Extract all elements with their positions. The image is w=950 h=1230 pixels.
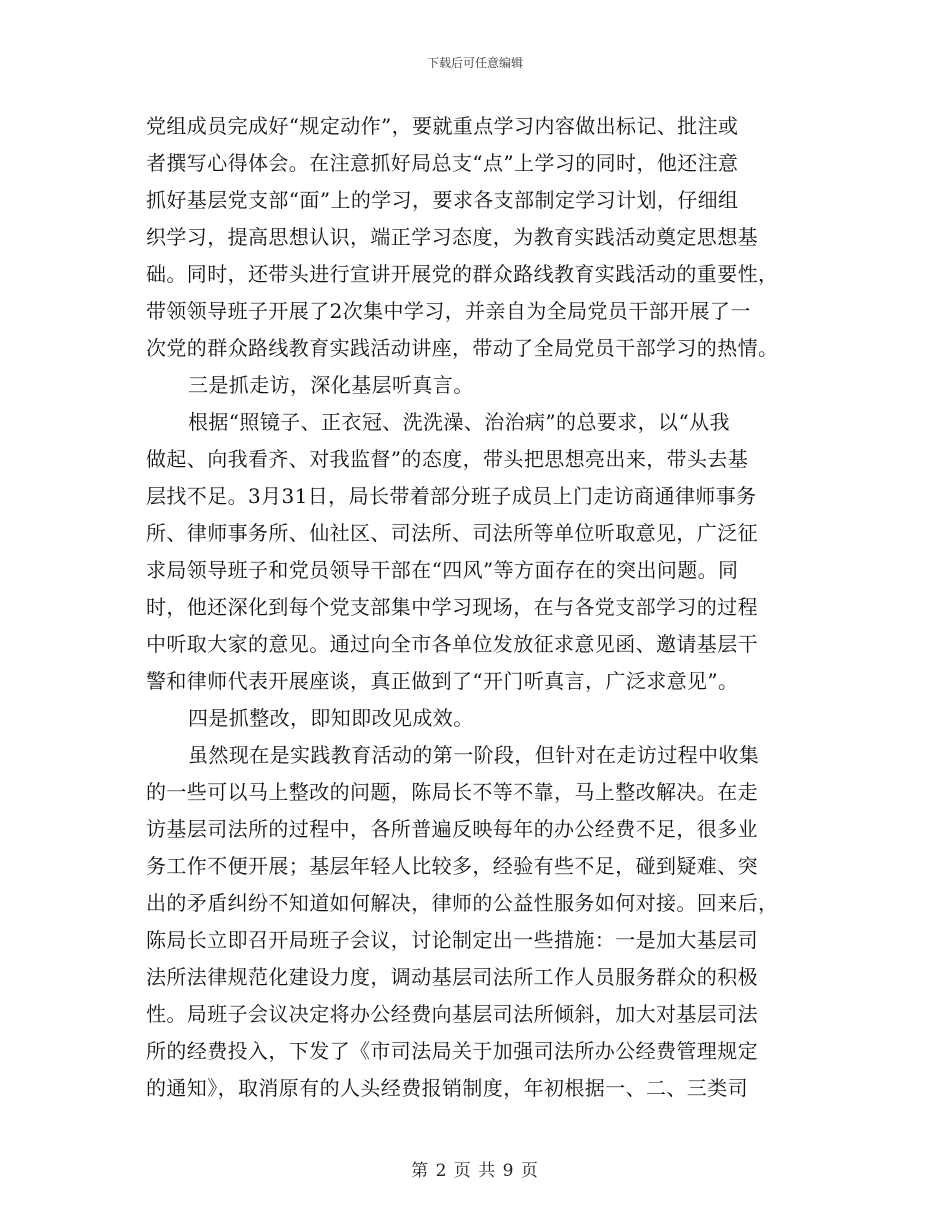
page-header: 下载后可任意编辑 — [426, 56, 523, 70]
text-line: 出的矛盾纠纷不知道如何解决，律师的公益性服务如何对接。回来后， — [146, 891, 779, 915]
text-line: 所、律师事务所、仙社区、司法所、司法所等单位听取意见，广泛征 — [146, 521, 758, 545]
text-line: 的一些可以马上整改的问题，陈局长不等不靠，马上整改解决。在走 — [146, 780, 758, 804]
text-line: 次党的群众路线教育实践活动讲座，带动了全局党员干部学习的热情。 — [146, 336, 779, 360]
text-line: 的通知》，取消原有的人头经费报销制度，年初根据一、二、三类司 — [146, 1076, 748, 1100]
text-line: 警和律师代表开展座谈，真正做到了“开门听真言，广泛求意见”。 — [146, 669, 739, 693]
text-line: 中听取大家的意见。通过向全市各单位发放征求意见函、邀请基层干 — [146, 632, 758, 656]
text-line: 性。局班子会议决定将办公经费向基层司法所倾斜，加大对基层司法 — [146, 1002, 758, 1026]
page-footer: 第 2 页 共 9 页 — [411, 1161, 539, 1181]
text-line: 做起、向我看齐、对我监督”的态度，带头把思想亮出来，带头去基 — [146, 447, 749, 471]
text-line: 带领领导班子开展了2次集中学习，并亲自为全局党员干部开展了一 — [146, 299, 751, 323]
text-line: 层找不足。3月31日，局长带着部分班子成员上门走访商通律师事务 — [146, 484, 757, 508]
text-line: 时，他还深化到每个党支部集中学习现场，在与各党支部学习的过程 — [146, 595, 758, 619]
text-line: 陈局长立即召开局班子会议，讨论制定出一些措施：一是加大基层司 — [146, 928, 758, 952]
text-line: 访基层司法所的过程中，各所普遍反映每年的办公经费不足，很多业 — [146, 817, 758, 841]
text-line: 织学习，提高思想认识，端正学习态度，为教育实践活动奠定思想基 — [146, 225, 758, 249]
text-line: 法所法律规范化建设力度，调动基层司法所工作人员服务群众的积极 — [146, 965, 758, 989]
text-line: 所的经费投入，下发了《市司法局关于加强司法所办公经费管理规定 — [146, 1039, 758, 1063]
text-line: 虽然现在是实践教育活动的第一阶段，但针对在走访过程中收集 — [188, 743, 760, 767]
text-line: 者撰写心得体会。在注意抓好局总支“点”上学习的同时，他还注意 — [146, 151, 739, 175]
text-line: 求局领导班子和党员领导干部在“四风”等方面存在的突出问题。同 — [146, 558, 739, 582]
text-line: 根据“照镜子、正衣冠、洗洗澡、治治病”的总要求，以“从我 — [188, 410, 730, 434]
text-line: 四是抓整改，即知即改见成效。 — [188, 706, 474, 730]
text-line: 务工作不便开展；基层年轻人比较多，经验有些不足，碰到疑难、突 — [146, 854, 758, 878]
text-line: 础。同时，还带头进行宣讲开展党的群众路线教育实践活动的重要性， — [146, 262, 779, 286]
text-line: 党组成员完成好“规定动作”，要就重点学习内容做出标记、批注或 — [146, 114, 739, 138]
text-line: 抓好基层党支部“面”上的学习，要求各支部制定学习计划，仔细组 — [146, 188, 739, 212]
document-body — [146, 108, 806, 1107]
text-line: 三是抓走访，深化基层听真言。 — [188, 373, 474, 397]
